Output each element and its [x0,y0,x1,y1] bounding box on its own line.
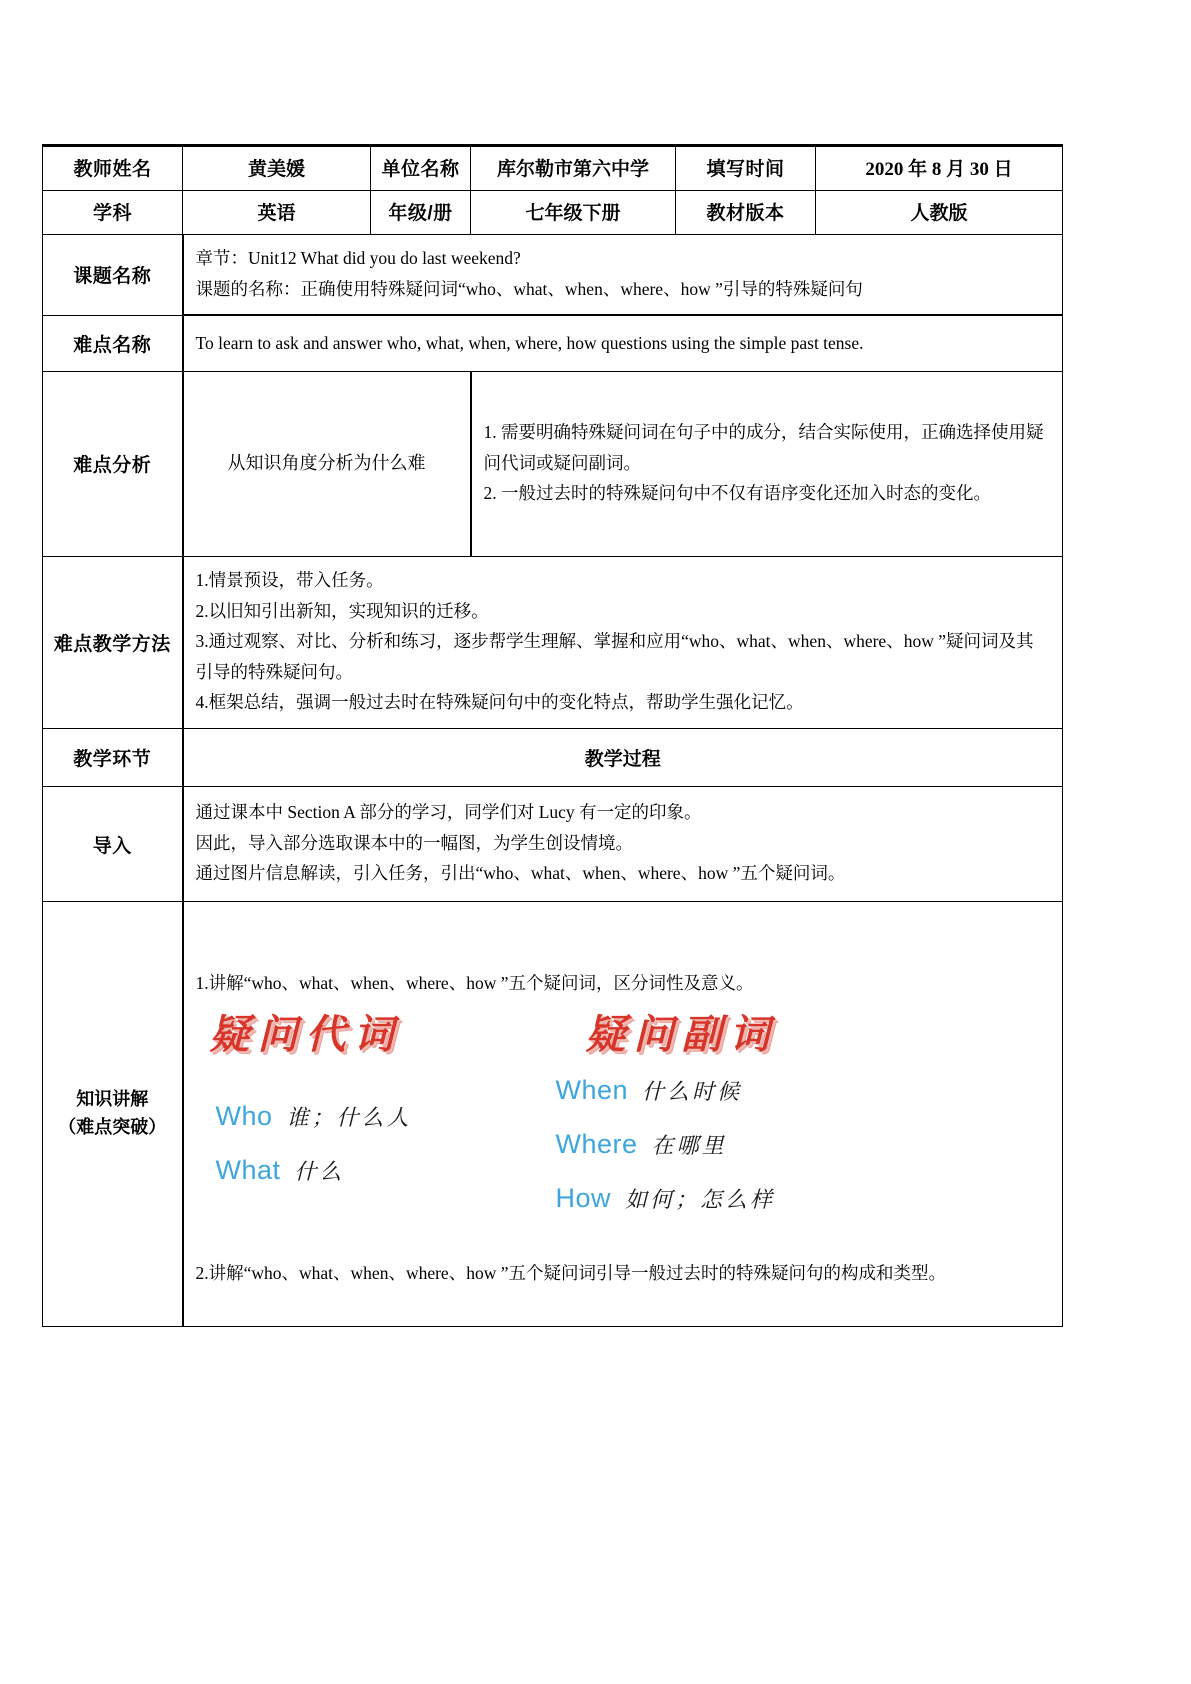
table-row [43,371,1063,556]
knowledge-item-2: 2.讲解“who、what、when、where、how ”五个疑问词引导一般过去时的特殊疑问句的构成和类型。 [195,1263,946,1283]
word-en-when: When [555,1075,629,1105]
topic-name: 课题的名称：正确使用特殊疑问词“who、what、when、where、how ”引导的特殊疑问句 [195,278,863,299]
topic-content [183,235,1063,316]
introduction-label: 导入 [43,787,183,902]
textbook-version-label: 教材版本 [676,191,816,235]
teaching-method-label: 难点教学方法 [43,556,183,728]
word-entry-who [216,1101,412,1132]
word-entry-how [556,1183,776,1214]
table-row [43,191,1063,235]
method-item-1: 1.情景预设，带入任务。 [195,569,384,590]
word-cn-when: 什么时候 [642,1079,743,1104]
teacher-name-label: 教师姓名 [43,147,183,191]
intro-line-2: 因此，导入部分选取课本中的一幅图，为学生创设情境。 [195,832,633,853]
word-entry-what [216,1155,345,1186]
knowledge-label-line-2: （难点突破） [58,1117,167,1137]
intro-line-3: 通过图片信息解读，引入任务，引出“who、what、when、where、how ”五个疑问词。 [195,863,846,884]
word-en-where: Where [555,1129,638,1159]
teaching-method-content [183,556,1063,728]
word-cn-where: 在哪里 [651,1133,727,1158]
analysis-item-2: 2. 一般过去时的特殊疑问句中不仅有语序变化还加入时态的变化。 [483,483,991,504]
heading-interrogative-adverb: 疑问副词 [585,1012,778,1057]
heading-interrogative-pronoun: 疑问代词 [209,1012,402,1057]
analysis-sub-label: 从知识角度分析为什么难 [183,371,471,556]
difficulty-name-label: 难点名称 [43,315,183,371]
teaching-stage-label: 教学环节 [43,729,183,787]
table-row [43,556,1063,728]
subject-label: 学科 [43,191,183,235]
difficulty-analysis-label: 难点分析 [43,371,183,556]
analysis-item-1: 1. 需要明确特殊疑问词在句子中的成分，结合实际使用，正确选择使用疑问代词或疑问副词。 [483,421,1044,473]
grade-value: 七年级下册 [471,191,676,235]
knowledge-explanation-content [183,902,1063,1327]
introduction-content [183,787,1063,902]
content-spacer [196,935,1051,969]
fill-date-label: 填写时间 [676,147,816,191]
unit-name-value: 库尔勒市第六中学 [471,147,676,191]
analysis-content [471,371,1063,556]
word-entry-where [556,1129,727,1160]
grade-label: 年级/册 [371,191,471,235]
difficulty-name-value: To learn to ask and answer who, what, when, where, how questions using the simple past tense. [183,315,1063,371]
knowledge-label-line-1: 知识讲解 [76,1089,149,1110]
fill-date-value: 2020 年 8 月 30 日 [816,147,1063,191]
intro-line-1: 通过课本中 Section A 部分的学习，同学们对 Lucy 有一定的印象。 [195,802,702,823]
table-row [43,902,1063,1327]
lesson-plan-table [42,146,1063,1327]
method-item-4: 4.框架总结，强调一般过去时在特殊疑问句中的变化特点，帮助学生强化记忆。 [195,692,804,713]
textbook-version-value: 人教版 [816,191,1063,235]
word-cn-what: 什么 [294,1159,345,1184]
word-cn-how: 如何；怎么样 [625,1187,776,1212]
word-cn-who: 谁；什么人 [286,1105,412,1130]
table-row [43,315,1063,371]
teaching-process-label: 教学过程 [183,729,1063,787]
topic-label: 课题名称 [43,235,183,316]
word-en-who: Who [215,1101,273,1131]
subject-value: 英语 [183,191,371,235]
knowledge-explanation-label [43,902,183,1327]
word-en-what: What [215,1155,281,1185]
knowledge-item-1: 1.讲解“who、what、when、where、how ”五个疑问词，区分词性及意义。 [195,973,754,994]
table-row [43,729,1063,787]
teacher-name-value: 黄美媛 [183,147,371,191]
topic-chapter: 章节：Unit12 What did you do last weekend? [195,248,521,268]
word-entry-when [556,1075,743,1106]
table-row [43,235,1063,316]
table-row [43,147,1063,191]
question-words-figure [196,1003,1051,1253]
unit-name-label: 单位名称 [371,147,471,191]
word-en-how: How [555,1183,612,1213]
method-item-3: 3.通过观察、对比、分析和练习，逐步帮学生理解、掌握和应用“who、what、when、where、how ”疑问词及其引导的特殊疑问句。 [195,631,1034,682]
method-item-2: 2.以旧知引出新知，实现知识的迁移。 [195,600,489,621]
table-row [43,787,1063,902]
